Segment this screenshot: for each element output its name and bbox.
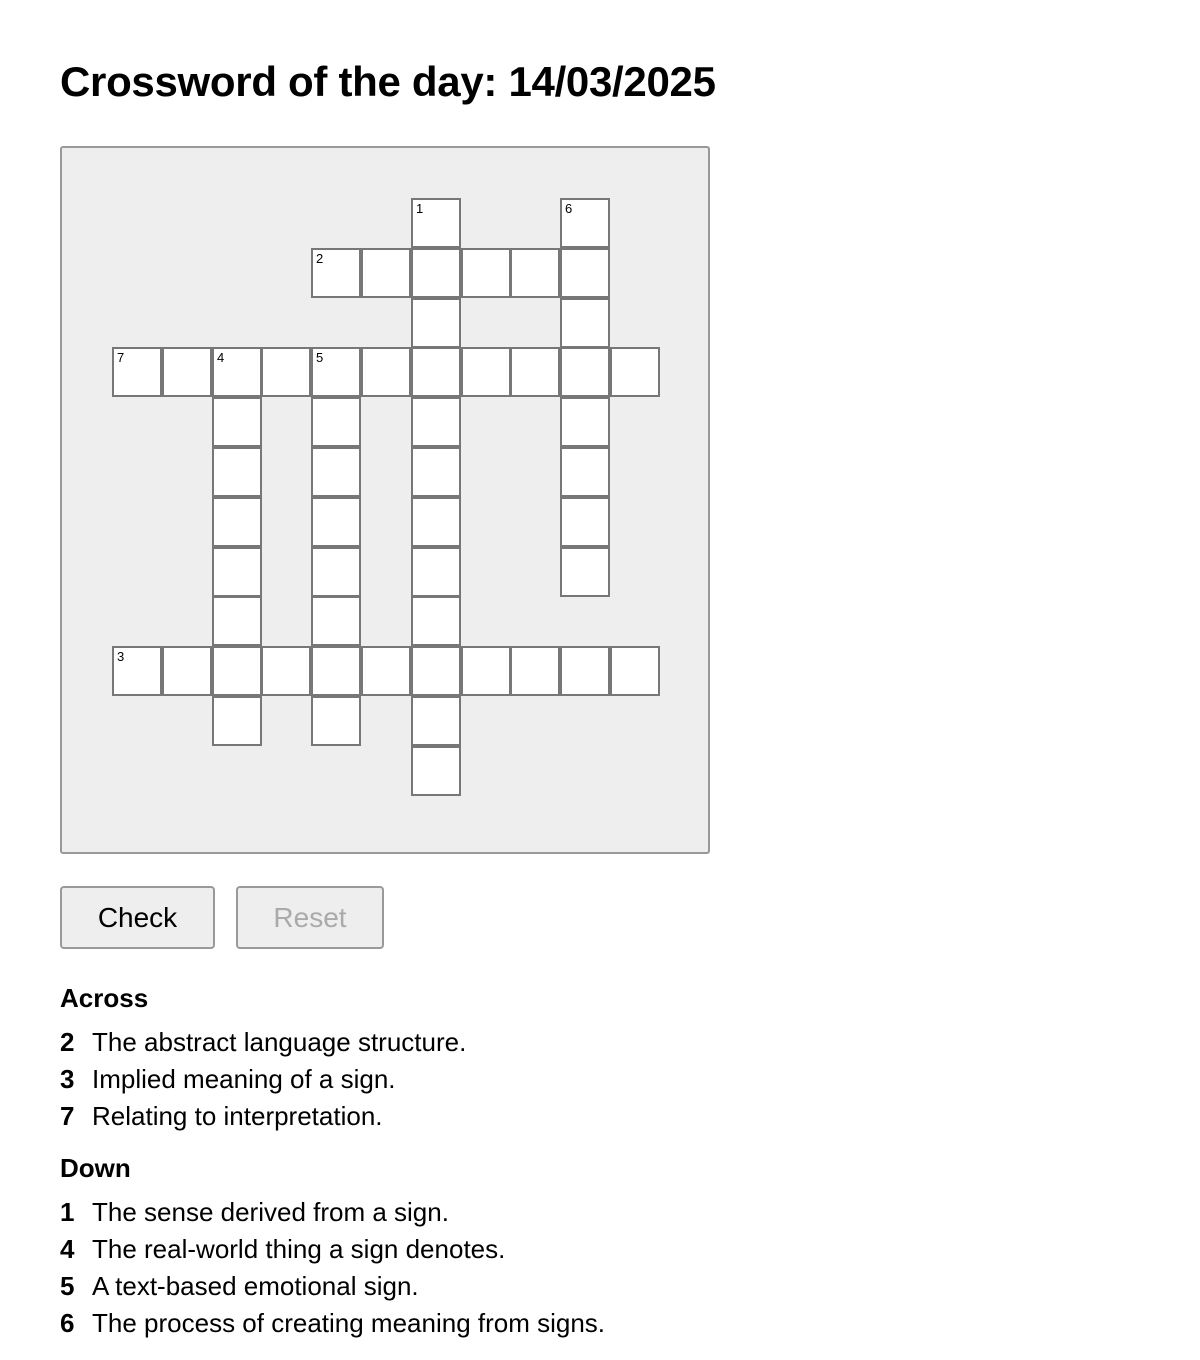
grid-cell[interactable] xyxy=(311,347,361,397)
cell-input[interactable] xyxy=(512,648,558,694)
crossword-grid xyxy=(60,146,710,854)
grid-cell[interactable] xyxy=(510,248,560,298)
cell-input[interactable] xyxy=(263,648,309,694)
cell-input[interactable] xyxy=(214,698,260,744)
cell-input[interactable] xyxy=(214,449,260,495)
cell-input[interactable] xyxy=(214,349,260,395)
grid-cell[interactable] xyxy=(610,646,660,696)
clue-number: 5 xyxy=(60,1271,75,1301)
down-clue xyxy=(60,1305,605,1342)
across-clue xyxy=(60,1024,466,1061)
grid-cell[interactable] xyxy=(411,298,461,348)
cell-number: 5 xyxy=(316,350,324,365)
grid-cell[interactable] xyxy=(560,497,610,547)
check-button[interactable]: Check xyxy=(60,886,215,949)
cell-input[interactable] xyxy=(413,698,459,744)
cell-input[interactable] xyxy=(612,648,658,694)
grid-cell[interactable] xyxy=(212,347,262,397)
grid-cell[interactable] xyxy=(112,646,162,696)
cell-input[interactable] xyxy=(612,349,658,395)
cell-input[interactable] xyxy=(363,250,409,296)
grid-cell[interactable] xyxy=(560,298,610,348)
grid-cell[interactable] xyxy=(212,596,262,646)
down-heading: Down xyxy=(60,1153,131,1183)
grid-cell[interactable] xyxy=(560,248,610,298)
grid-cell[interactable] xyxy=(311,547,361,597)
cell-input[interactable] xyxy=(164,648,210,694)
clue-text: Implied meaning of a sign. xyxy=(92,1064,396,1094)
cell-input[interactable] xyxy=(562,200,608,246)
across-heading: Across xyxy=(60,983,149,1013)
grid-cell[interactable] xyxy=(411,248,461,298)
clue-text: The abstract language structure. xyxy=(92,1027,467,1057)
grid-cell[interactable] xyxy=(411,596,461,646)
down-clue-list xyxy=(60,1194,605,1342)
grid-cell[interactable] xyxy=(461,248,511,298)
clue-number: 7 xyxy=(60,1101,75,1131)
cell-input[interactable] xyxy=(313,499,359,545)
grid-cell[interactable] xyxy=(411,696,461,746)
grid-cell[interactable] xyxy=(411,447,461,497)
cell-input[interactable] xyxy=(313,399,359,445)
cell-input[interactable] xyxy=(214,499,260,545)
cell-input[interactable] xyxy=(562,399,608,445)
grid-cell[interactable] xyxy=(361,248,411,298)
cell-input[interactable] xyxy=(313,698,359,744)
cell-input[interactable] xyxy=(313,250,359,296)
cell-input[interactable] xyxy=(463,349,509,395)
grid-cell[interactable] xyxy=(112,347,162,397)
grid-cell[interactable] xyxy=(411,397,461,447)
cell-input[interactable] xyxy=(562,648,608,694)
grid-cell[interactable] xyxy=(212,646,262,696)
cell-number: 2 xyxy=(316,251,324,266)
grid-cell[interactable] xyxy=(610,347,660,397)
grid-cell[interactable] xyxy=(162,347,212,397)
grid-cell[interactable] xyxy=(212,497,262,547)
grid-cell[interactable] xyxy=(411,198,461,248)
grid-cell[interactable] xyxy=(361,347,411,397)
cell-input[interactable] xyxy=(313,648,359,694)
grid-cell[interactable] xyxy=(411,646,461,696)
cell-input[interactable] xyxy=(413,399,459,445)
grid-cell[interactable] xyxy=(311,596,361,646)
cell-input[interactable] xyxy=(562,499,608,545)
grid-cell[interactable] xyxy=(560,547,610,597)
across-clue xyxy=(60,1098,466,1135)
clue-number: 2 xyxy=(60,1027,75,1057)
cell-input[interactable] xyxy=(562,449,608,495)
cell-input[interactable] xyxy=(263,349,309,395)
across-clue-list xyxy=(60,1024,466,1135)
cell-input[interactable] xyxy=(114,349,160,395)
grid-cell[interactable] xyxy=(560,646,610,696)
grid-cell[interactable] xyxy=(311,696,361,746)
grid-cell[interactable] xyxy=(212,447,262,497)
cell-input[interactable] xyxy=(413,300,459,346)
grid-cell[interactable] xyxy=(311,248,361,298)
grid-cell[interactable] xyxy=(162,646,212,696)
cell-input[interactable] xyxy=(413,549,459,595)
clue-text: The sense derived from a sign. xyxy=(92,1197,449,1227)
down-clue xyxy=(60,1194,605,1231)
clue-text: The process of creating meaning from signs. xyxy=(92,1308,606,1338)
cell-input[interactable] xyxy=(313,549,359,595)
down-clue xyxy=(60,1231,605,1268)
cell-input[interactable] xyxy=(413,200,459,246)
grid-cell[interactable] xyxy=(311,397,361,447)
cell-input[interactable] xyxy=(363,648,409,694)
grid-cell[interactable] xyxy=(311,497,361,547)
grid-cell[interactable] xyxy=(461,646,511,696)
cell-input[interactable] xyxy=(214,598,260,644)
cell-input[interactable] xyxy=(214,648,260,694)
clue-number: 3 xyxy=(60,1064,75,1094)
grid-cell[interactable] xyxy=(411,746,461,796)
cell-input[interactable] xyxy=(313,449,359,495)
grid-cell[interactable] xyxy=(560,447,610,497)
clue-number: 1 xyxy=(60,1197,75,1227)
grid-cell[interactable] xyxy=(212,397,262,447)
page-title: Crossword of the day: 14/03/2025 xyxy=(60,58,716,105)
cell-input[interactable] xyxy=(214,549,260,595)
grid-cell[interactable] xyxy=(361,646,411,696)
clue-text: A text-based emotional sign. xyxy=(92,1271,419,1301)
reset-button[interactable]: Reset xyxy=(236,886,384,949)
clue-text: Relating to interpretation. xyxy=(92,1101,383,1131)
clue-text: The real-world thing a sign denotes. xyxy=(92,1234,506,1264)
cell-number: 4 xyxy=(217,350,225,365)
cell-input[interactable] xyxy=(313,598,359,644)
grid-cell[interactable] xyxy=(261,646,311,696)
across-clue xyxy=(60,1061,466,1098)
grid-cell[interactable] xyxy=(212,547,262,597)
cell-input[interactable] xyxy=(413,250,459,296)
grid-cell[interactable] xyxy=(311,447,361,497)
cell-input[interactable] xyxy=(413,349,459,395)
cell-input[interactable] xyxy=(562,549,608,595)
cell-input[interactable] xyxy=(413,748,459,794)
cell-input[interactable] xyxy=(562,349,608,395)
cell-input[interactable] xyxy=(313,349,359,395)
cell-input[interactable] xyxy=(562,300,608,346)
cell-input[interactable] xyxy=(164,349,210,395)
cell-input[interactable] xyxy=(114,648,160,694)
cell-input[interactable] xyxy=(214,399,260,445)
cell-input[interactable] xyxy=(413,648,459,694)
cell-input[interactable] xyxy=(512,349,558,395)
cell-number: 7 xyxy=(117,350,125,365)
cell-number: 3 xyxy=(117,649,125,664)
grid-cell[interactable] xyxy=(212,696,262,746)
down-clue xyxy=(60,1268,605,1305)
cell-input[interactable] xyxy=(363,349,409,395)
cell-input[interactable] xyxy=(512,250,558,296)
grid-cell[interactable] xyxy=(560,397,610,447)
grid-cell[interactable] xyxy=(411,547,461,597)
grid-cell[interactable] xyxy=(411,497,461,547)
grid-cell[interactable] xyxy=(560,347,610,397)
cell-input[interactable] xyxy=(463,648,509,694)
cell-number: 6 xyxy=(565,201,573,216)
cell-input[interactable] xyxy=(562,250,608,296)
cell-number: 1 xyxy=(416,201,424,216)
grid-cell[interactable] xyxy=(261,347,311,397)
cell-input[interactable] xyxy=(413,598,459,644)
grid-cell[interactable] xyxy=(560,198,610,248)
clue-number: 6 xyxy=(60,1308,75,1338)
grid-cell[interactable] xyxy=(510,646,560,696)
grid-cell[interactable] xyxy=(461,347,511,397)
clue-number: 4 xyxy=(60,1234,75,1264)
cell-input[interactable] xyxy=(413,499,459,545)
cell-input[interactable] xyxy=(463,250,509,296)
grid-cell[interactable] xyxy=(311,646,361,696)
grid-cell[interactable] xyxy=(510,347,560,397)
grid-cell[interactable] xyxy=(411,347,461,397)
cell-input[interactable] xyxy=(413,449,459,495)
